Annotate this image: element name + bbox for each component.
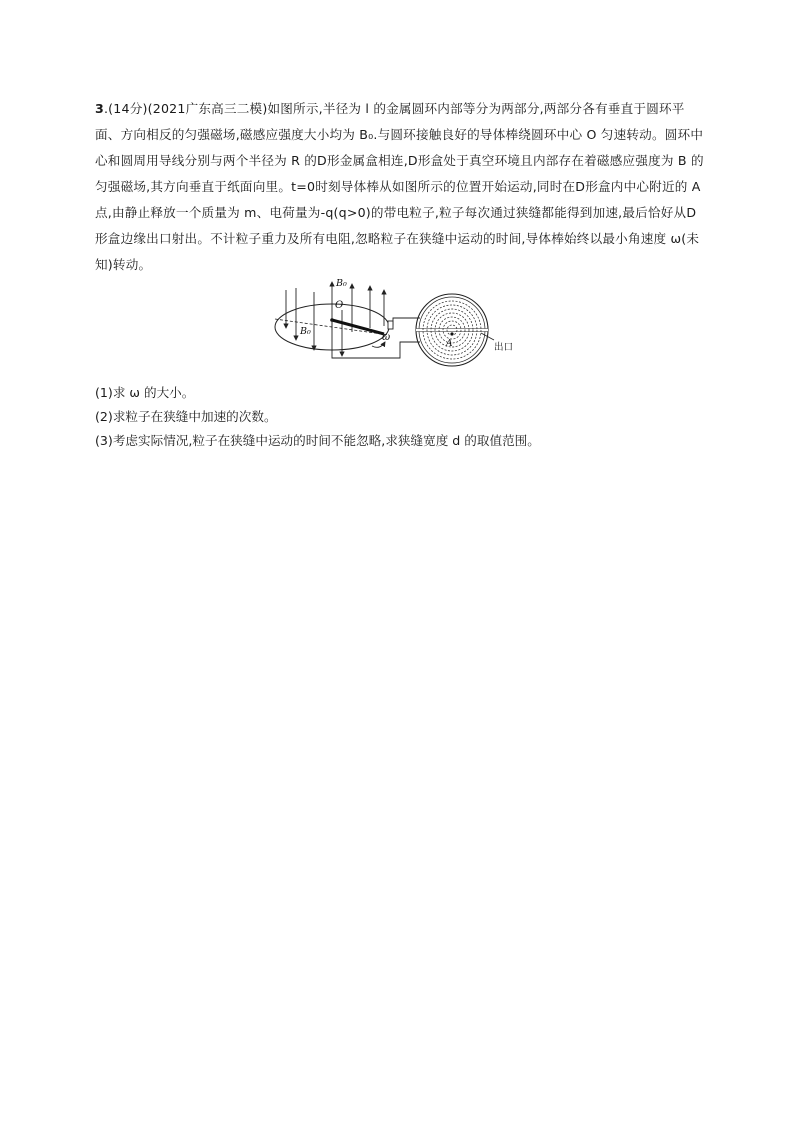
field-lines-down [286, 288, 342, 356]
label-exit: 出口 [494, 342, 514, 353]
diagram-svg [272, 270, 528, 378]
wire-bottom [332, 320, 420, 358]
conductor-rod [332, 320, 384, 334]
problem-statement [95, 96, 705, 278]
problem-number: 3 [95, 101, 104, 116]
point-a-dot [450, 332, 453, 335]
problem-text: .(14分)(2021广东高三二模)如图所示,半径为 l 的金属圆环内部等分为两部分,两部分各有垂直于圆环平面、方向相反的匀强磁场,磁感应强度大小均为 B₀.与圆环接触良好的导体棒绕圆环中心 O 匀速转动。圆环中心和圆周用导线分别与两个半径为 R 的D形金属盒相连,D形盒处于真空环境且内部存在着磁感应强度为 B 的匀强磁场,其方向垂直于纸面向里。t=0时刻导体棒从如图所示的位置开始运动,同时在D形盒内中心附近的 A 点,由静止释放一个质量为 m、电荷量为-q(q>0)的带电粒子,粒子每次通过狭缝都能得到加速,最后恰好从D形盒边缘出口射出。不计粒子重力及所有电阻,忽略粒子在狭缝中运动的时间,导体棒始终以最小角速度 ω(未知)转动。 [95, 101, 704, 272]
label-omega: ω [382, 332, 391, 343]
label-b0-top: B₀ [336, 278, 347, 289]
label-b0-left: B₀ [300, 326, 311, 337]
physics-diagram [272, 270, 528, 378]
question-1: (1)求 ω 的大小。 [95, 385, 195, 400]
wire-top [389, 318, 420, 325]
question-2: (2)求粒子在狭缝中加速的次数。 [95, 409, 277, 424]
questions [95, 381, 705, 453]
label-o: O [335, 300, 344, 311]
question-3: (3)考虑实际情况,粒子在狭缝中运动的时间不能忽略,求狭缝宽度 d 的取值范围。 [95, 433, 540, 448]
label-a: A [446, 339, 453, 349]
